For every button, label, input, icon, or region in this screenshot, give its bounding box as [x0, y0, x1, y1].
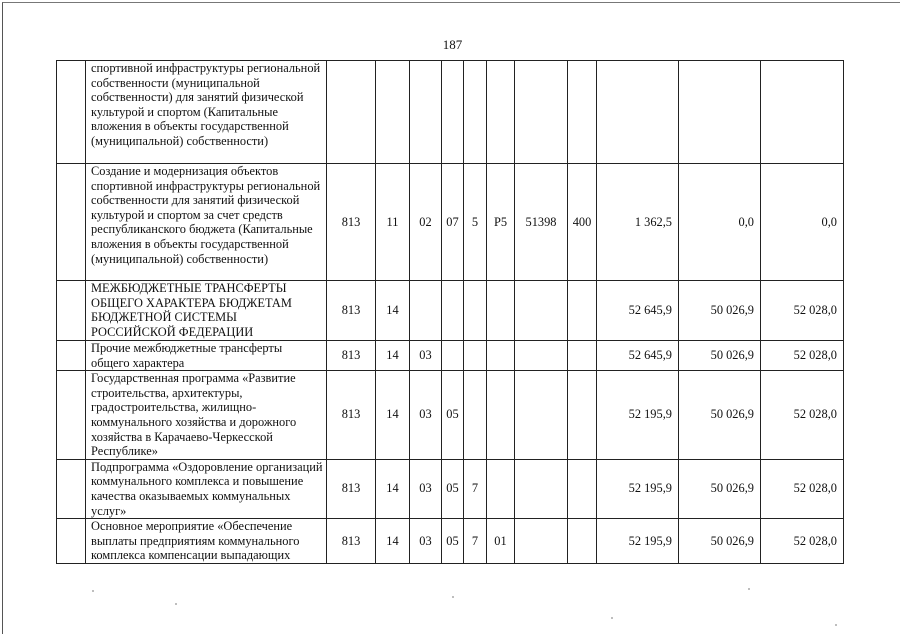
cell-vr	[568, 519, 597, 564]
cell-pr	[410, 281, 442, 341]
cell-name: Государственная программа «Развитие строительства, архитектуры, градостроительства, жилищно-коммунального хозяйства и дорожного хозяйства в Карачаево-Черкесской Республике»	[86, 371, 327, 460]
cell-y1: 52 645,9	[597, 281, 679, 341]
cell-pr: 03	[410, 341, 442, 371]
cell-y2: 0,0	[679, 164, 761, 281]
budget-body	[57, 61, 844, 564]
cell-y2: 50 026,9	[679, 341, 761, 371]
scan-speck	[175, 603, 177, 605]
cell-rz: 14	[376, 519, 410, 564]
cell-p2	[464, 341, 487, 371]
cell-p3: 01	[487, 519, 515, 564]
cell-p3	[487, 61, 515, 164]
cell-name: МЕЖБЮДЖЕТНЫЕ ТРАНСФЕРТЫ ОБЩЕГО ХАРАКТЕРА БЮДЖЕТАМ БЮДЖЕТНОЙ СИСТЕМЫ РОССИЙСКОЙ ФЕДЕРАЦИИ	[86, 281, 327, 341]
cell-p1: 05	[442, 519, 464, 564]
cell-rz: 14	[376, 371, 410, 460]
cell-y1: 1 362,5	[597, 164, 679, 281]
cell-y3: 52 028,0	[761, 459, 844, 518]
cell-y3: 52 028,0	[761, 281, 844, 341]
cell-p4	[515, 371, 568, 460]
cell-p4	[515, 61, 568, 164]
cell-grbs	[327, 61, 376, 164]
cell-pr: 03	[410, 459, 442, 518]
cell-y3: 52 028,0	[761, 341, 844, 371]
page-number: 187	[442, 37, 463, 52]
cell-idx	[57, 341, 86, 371]
cell-p2	[464, 61, 487, 164]
budget-table	[56, 60, 844, 564]
cell-p1: 05	[442, 459, 464, 518]
table-row	[57, 519, 844, 564]
cell-name: Основное мероприятие «Обеспечение выплаты предприятиям коммунального комплекса компенсации выпадающих	[86, 519, 327, 564]
table-row	[57, 164, 844, 281]
table-row	[57, 371, 844, 460]
cell-p2: 7	[464, 519, 487, 564]
scan-speck	[92, 590, 94, 592]
cell-p4	[515, 281, 568, 341]
cell-p4	[515, 341, 568, 371]
cell-p2: 7	[464, 459, 487, 518]
cell-p3	[487, 459, 515, 518]
cell-y2: 50 026,9	[679, 519, 761, 564]
cell-grbs: 813	[327, 281, 376, 341]
cell-grbs: 813	[327, 371, 376, 460]
table-row	[57, 341, 844, 371]
cell-pr: 03	[410, 519, 442, 564]
cell-rz: 14	[376, 281, 410, 341]
cell-idx	[57, 371, 86, 460]
cell-y1	[597, 61, 679, 164]
cell-rz: 11	[376, 164, 410, 281]
cell-p2	[464, 281, 487, 341]
cell-pr: 02	[410, 164, 442, 281]
cell-grbs: 813	[327, 519, 376, 564]
cell-y2: 50 026,9	[679, 281, 761, 341]
cell-vr: 400	[568, 164, 597, 281]
cell-grbs: 813	[327, 164, 376, 281]
scan-speck	[611, 617, 613, 619]
cell-rz: 14	[376, 341, 410, 371]
cell-p3	[487, 371, 515, 460]
cell-rz	[376, 61, 410, 164]
table-row	[57, 281, 844, 341]
table-row	[57, 459, 844, 518]
cell-p1: 07	[442, 164, 464, 281]
cell-y2: 50 026,9	[679, 371, 761, 460]
cell-p3: P5	[487, 164, 515, 281]
cell-name: Прочие межбюджетные трансферты общего характера	[86, 341, 327, 371]
cell-y1: 52 195,9	[597, 371, 679, 460]
cell-vr	[568, 459, 597, 518]
cell-grbs: 813	[327, 341, 376, 371]
cell-p4: 51398	[515, 164, 568, 281]
cell-p1	[442, 61, 464, 164]
cell-p1	[442, 281, 464, 341]
cell-p4	[515, 519, 568, 564]
cell-p2	[464, 371, 487, 460]
cell-y2: 50 026,9	[679, 459, 761, 518]
cell-vr	[568, 371, 597, 460]
cell-name: спортивной инфраструктуры региональной собственности (муниципальной собственности) для занятий физической культурой и спортом (Капитальные вложения в объекты государственной (муниципальной) собственности)	[86, 61, 327, 164]
cell-vr	[568, 341, 597, 371]
cell-idx	[57, 61, 86, 164]
cell-vr	[568, 61, 597, 164]
cell-idx	[57, 459, 86, 518]
cell-y3: 52 028,0	[761, 371, 844, 460]
cell-y3: 0,0	[761, 164, 844, 281]
cell-p1	[442, 341, 464, 371]
scan-speck	[748, 588, 750, 590]
cell-y1: 52 195,9	[597, 459, 679, 518]
table-row	[57, 61, 844, 164]
cell-name: Создание и модернизация объектов спортивной инфраструктуры региональной собственности для занятий физической культурой и спортом за счет средств республиканского бюджета (Капитальные вложения в объекты государственной (муниципальной) собственности)	[86, 164, 327, 281]
cell-y1: 52 645,9	[597, 341, 679, 371]
cell-grbs: 813	[327, 459, 376, 518]
cell-p4	[515, 459, 568, 518]
cell-vr	[568, 281, 597, 341]
cell-p3	[487, 281, 515, 341]
cell-y3: 52 028,0	[761, 519, 844, 564]
scan-speck	[835, 624, 837, 626]
cell-y1: 52 195,9	[597, 519, 679, 564]
scan-speck	[452, 596, 454, 598]
cell-idx	[57, 519, 86, 564]
cell-p1: 05	[442, 371, 464, 460]
cell-y2	[679, 61, 761, 164]
cell-y3	[761, 61, 844, 164]
cell-name: Подпрограмма «Оздоровление организаций коммунального комплекса и повышение качества оказываемых коммунальных услуг»	[86, 459, 327, 518]
cell-pr: 03	[410, 371, 442, 460]
cell-p3	[487, 341, 515, 371]
cell-idx	[57, 281, 86, 341]
cell-rz: 14	[376, 459, 410, 518]
cell-idx	[57, 164, 86, 281]
cell-p2: 5	[464, 164, 487, 281]
cell-pr	[410, 61, 442, 164]
